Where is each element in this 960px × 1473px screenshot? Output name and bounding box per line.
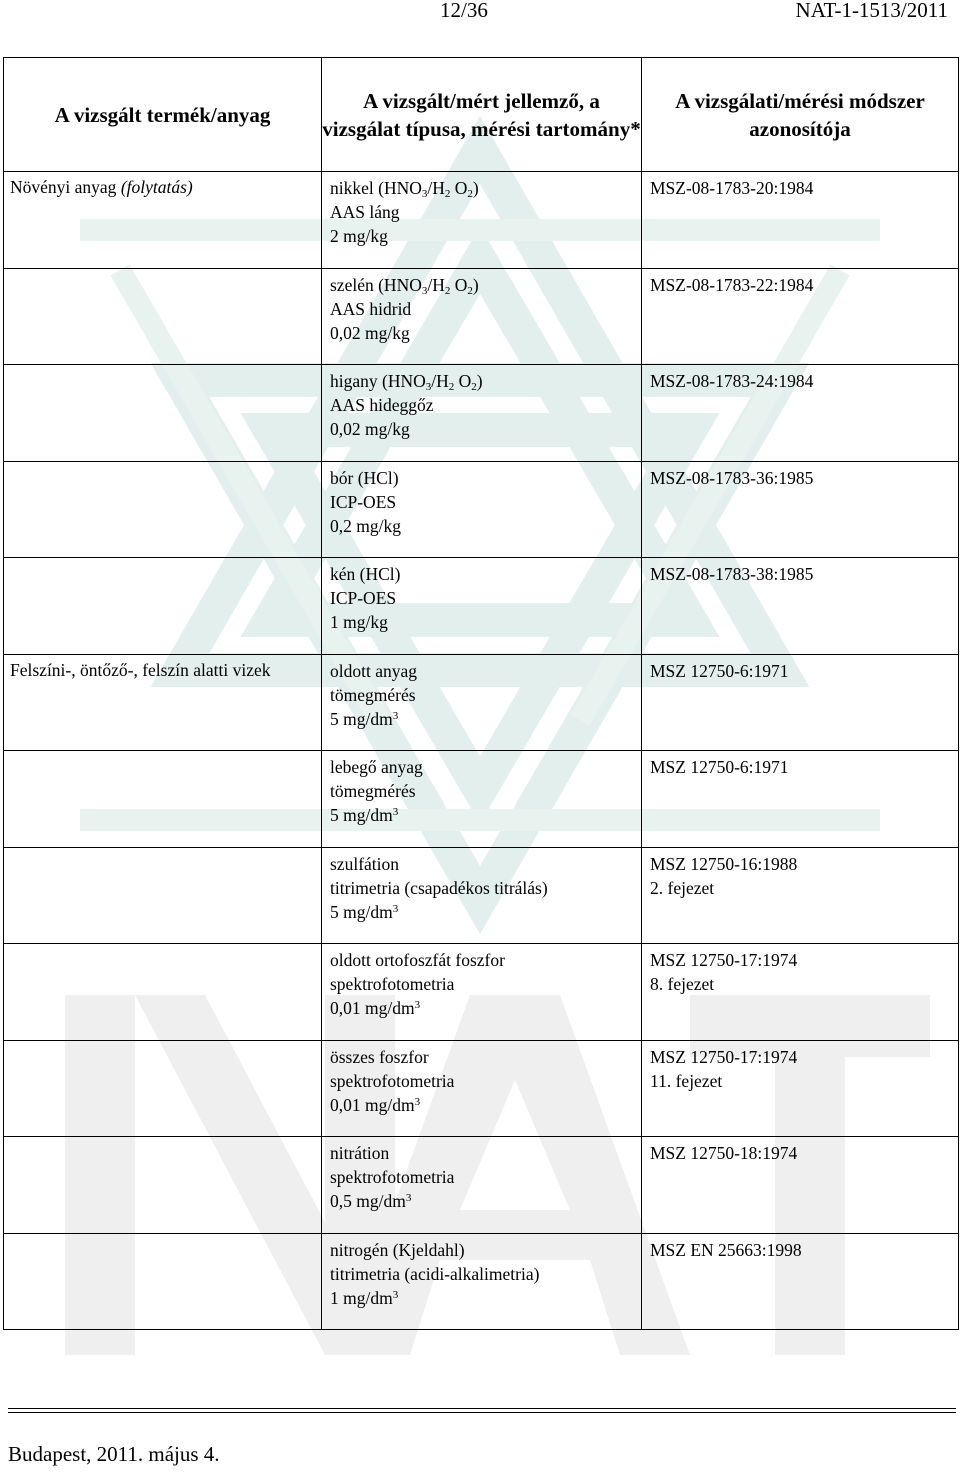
analyte-line: lebegő anyag xyxy=(330,757,423,777)
table-row xyxy=(4,944,959,1041)
table-row xyxy=(4,268,959,365)
table-row xyxy=(4,751,959,848)
characteristic-cell xyxy=(322,847,642,944)
method-id: MSZ 12750-6:1971 xyxy=(650,660,789,681)
range-line: 2 mg/kg xyxy=(330,226,388,246)
footer-rule xyxy=(8,1408,956,1409)
range-line: 0,2 mg/kg xyxy=(330,515,401,536)
table-row xyxy=(4,558,959,655)
method-cell xyxy=(642,654,959,751)
method-id: MSZ EN 25663:1998 xyxy=(650,1239,802,1260)
product-cell xyxy=(4,1233,322,1330)
column-header-method: A vizsgálati/mérési módszer azonosítója xyxy=(642,58,959,172)
range-line: 1 $mg/dm^3$ xyxy=(330,1287,399,1308)
analyte-line: szulfátion xyxy=(330,853,400,874)
table-row xyxy=(4,1040,959,1137)
table-row xyxy=(4,1137,959,1234)
method-cell xyxy=(642,1137,959,1234)
method-chapter: 2. fejezet xyxy=(650,877,715,898)
method-id: MSZ 12750-6:1971 xyxy=(650,757,789,777)
product-note: (folytatás) xyxy=(120,177,193,197)
range-line: 5 $mg/dm^3$ xyxy=(330,901,399,922)
method-id: MSZ 12750-16:1988 xyxy=(650,853,798,874)
analyte-line: kén (HCl) xyxy=(330,564,401,584)
method-cell xyxy=(642,847,959,944)
table-row xyxy=(4,172,959,269)
technique-line: AAS hidrid xyxy=(330,298,412,319)
technique-line: ICP-OES xyxy=(330,491,397,512)
product-cell xyxy=(4,847,322,944)
range-line: 1 mg/kg xyxy=(330,612,388,632)
method-chapter: 8. fejezet xyxy=(650,974,715,994)
column-header-characteristic: A vizsgált/mért jellemző, a vizsgálat típusa, mérési tartomány* xyxy=(322,58,642,172)
method-id: MSZ-08-1783-24:1984 xyxy=(650,371,814,391)
footer-rule xyxy=(8,1412,956,1413)
table-row xyxy=(4,461,959,558)
characteristic-cell xyxy=(322,1233,642,1330)
product-cell xyxy=(4,1040,322,1137)
table-row xyxy=(4,654,959,751)
document-id: NAT-1-1513/2011 xyxy=(795,0,948,22)
product-cell xyxy=(4,461,322,558)
technique-line: spektrofotometria xyxy=(330,1167,455,1187)
accreditation-table xyxy=(3,57,959,1330)
characteristic-cell xyxy=(322,1137,642,1234)
analyte-line: higany ($HNO_3/H_2$ $O_2$) xyxy=(330,371,483,393)
product-cell xyxy=(4,654,322,751)
method-cell xyxy=(642,365,959,462)
analyte-line: szelén ($HNO_3/H_2$ $O_2$) xyxy=(330,274,479,297)
range-line: 0,01 $mg/dm^3$ xyxy=(330,1094,421,1115)
method-cell xyxy=(642,944,959,1041)
product-cell xyxy=(4,558,322,655)
method-id: MSZ-08-1783-38:1985 xyxy=(650,564,814,584)
technique-line: spektrofotometria xyxy=(330,1070,455,1091)
method-id: MSZ-08-1783-20:1984 xyxy=(650,178,814,198)
method-id: MSZ 12750-18:1974 xyxy=(650,1143,798,1163)
range-line: 0,01 $mg/dm^3$ xyxy=(330,998,421,1018)
analyte-line: oldott anyag xyxy=(330,660,417,681)
range-line: 0,5 $mg/dm^3$ xyxy=(330,1191,412,1211)
product-cell xyxy=(4,944,322,1041)
product-cell xyxy=(4,751,322,848)
method-id: MSZ 12750-17:1974 xyxy=(650,1046,798,1067)
product-cell xyxy=(4,172,322,269)
footer-place-date: Budapest, 2011. május 4. xyxy=(8,1442,220,1466)
characteristic-cell xyxy=(322,172,642,269)
method-cell xyxy=(642,268,959,365)
range-line: 5 $mg/dm^3$ xyxy=(330,708,399,729)
analyte-line: nitrátion xyxy=(330,1143,390,1163)
technique-line: titrimetria (csapadékos titrálás) xyxy=(330,877,548,898)
characteristic-cell xyxy=(322,944,642,1041)
analyte-line: oldott ortofoszfát foszfor xyxy=(330,950,505,970)
technique-line: titrimetria (acidi-alkalimetria) xyxy=(330,1263,540,1284)
range-line: 0,02 mg/kg xyxy=(330,322,410,343)
method-cell xyxy=(642,461,959,558)
characteristic-cell xyxy=(322,461,642,558)
method-id: MSZ-08-1783-22:1984 xyxy=(650,274,814,295)
characteristic-cell xyxy=(322,1040,642,1137)
table-row xyxy=(4,847,959,944)
table-row xyxy=(4,1233,959,1330)
method-cell xyxy=(642,1233,959,1330)
technique-line: tömegmérés xyxy=(330,781,416,801)
technique-line: AAS láng xyxy=(330,202,400,222)
technique-line: ICP-OES xyxy=(330,588,397,608)
characteristic-cell xyxy=(322,654,642,751)
method-cell xyxy=(642,751,959,848)
characteristic-cell xyxy=(322,268,642,365)
method-id: MSZ 12750-17:1974 xyxy=(650,950,798,970)
technique-line: AAS hideggőz xyxy=(330,395,434,415)
column-header-product: A vizsgált termék/anyag xyxy=(4,58,322,172)
method-cell xyxy=(642,1040,959,1137)
technique-line: tömegmérés xyxy=(330,684,416,705)
analyte-line: bór (HCl) xyxy=(330,467,399,488)
analyte-line: nitrogén (Kjeldahl) xyxy=(330,1239,465,1260)
method-cell xyxy=(642,172,959,269)
technique-line: spektrofotometria xyxy=(330,974,455,994)
product-cell xyxy=(4,268,322,365)
page-number: 12/36 xyxy=(440,0,488,22)
method-chapter: 11. fejezet xyxy=(650,1070,723,1091)
product-name: Növényi anyag xyxy=(10,177,117,197)
analyte-line: nikkel ($HNO_3/H_2$ $O_2$) xyxy=(330,178,479,200)
table-header-row xyxy=(4,58,959,172)
range-line: 5 $mg/dm^3$ xyxy=(330,805,399,825)
analyte-line: összes foszfor xyxy=(330,1046,429,1067)
characteristic-cell xyxy=(322,558,642,655)
product-name: Felszíni-, öntőző-, felszín alatti vizek xyxy=(10,659,271,680)
product-cell xyxy=(4,365,322,462)
range-line: 0,02 mg/kg xyxy=(330,419,410,439)
method-id: MSZ-08-1783-36:1985 xyxy=(650,467,814,488)
page-header xyxy=(0,0,960,30)
method-cell xyxy=(642,558,959,655)
characteristic-cell xyxy=(322,365,642,462)
product-cell xyxy=(4,1137,322,1234)
table-row xyxy=(4,365,959,462)
characteristic-cell xyxy=(322,751,642,848)
